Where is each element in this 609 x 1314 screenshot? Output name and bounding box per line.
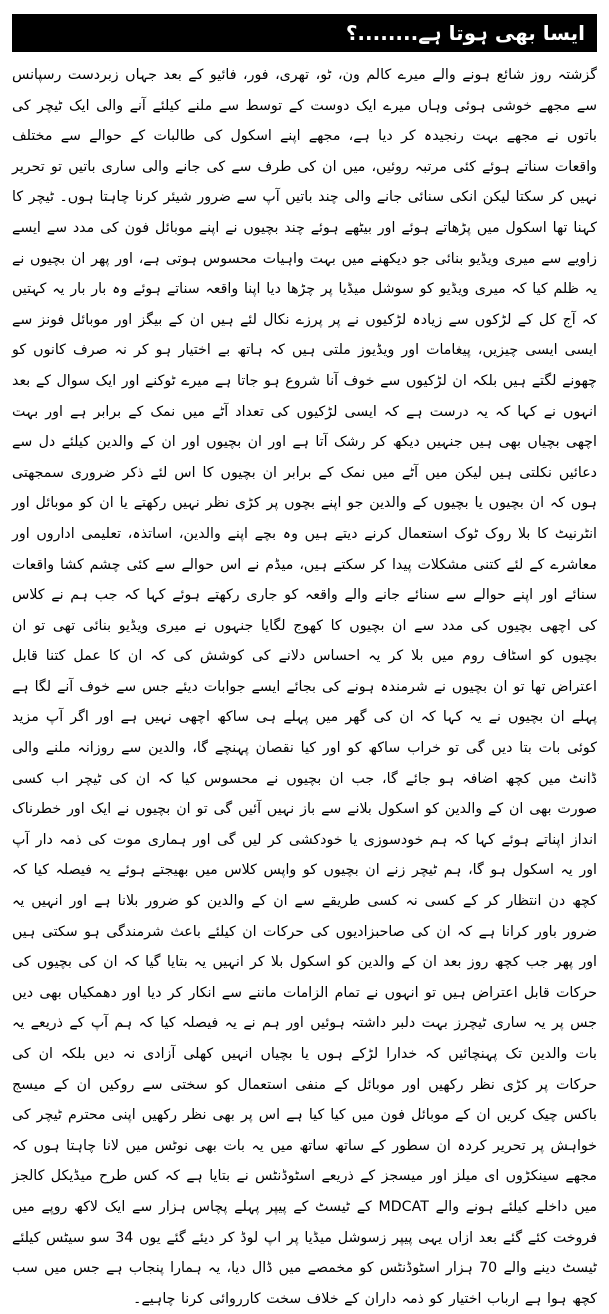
title-bar: [12, 14, 597, 52]
article-title: ایسا بھی ہوتا ہے........؟: [345, 21, 585, 45]
article-paragraph: گزشتہ روز شائع ہونے والے میرے کالم ون، ٹو، تھری، فور، فائیو کے بعد جہاں زبردست رسپانس سے مجھے خوشی ہوئی وہاں میرے ایک دوست کے توسط سے ملنے کیلئے آنے والی ایک ٹیچر کی باتوں نے مجھے بہت رنجیدہ کر دیا ہے، مجھے اپنے اسکول کی طالبات کے حوالے سے مختلف واقعات سناتے ہوئے کئی مرتبہ روئیں، میں ان کی طرف سے کی جانے والی ساری باتیں تو تحریر نہیں کر سکتا لیکن انکی سنائی جانے والی چند باتیں آپ سے ضرور شیئر کرنا چاہتا ہوں۔ ٹیچر کا کہنا تھا اسکول میں پڑھاتے ہوئے اور بیٹھے ہوئے چند بچیوں نے اپنے موبائل فون کی مدد سے ایسے زاویے سے میری ویڈیو بنائی جو دیکھنے میں بہت واہیات محسوس ہوتی ہے، اور پھر ان بچیوں نے یہ ظلم کیا کہ میری ویڈیو کو سوشل میڈیا پر چڑھا دیا اپنا واقعہ سناتے ہوئے وہ بار بار یہ کہتیں کہ آج کل کے لڑکوں سے زیادہ لڑکیوں نے پر پرزے نکال لئے ہیں ان کے بیگز اور موبائل فونز سے ایسی ایسی چیزیں، پیغامات اور ویڈیوز ملتی ہیں کہ ہاتھ بے اختیار ہو کر نہ صرف کانوں کو چھونے لگتے ہیں بلکہ ان لڑکیوں سے خوف آنا شروع ہو جاتا ہے میرے ٹوکنے اور ایک سوال کے بعد انہوں نے کہا کہ یہ درست ہے کہ ایسی لڑکیوں کی تعداد آٹے میں نمک کے برابر ہے اور بہت اچھی بچیاں بھی ہیں جنہیں دیکھ کر رشک آتا ہے اور ان بچیوں اور ان کے والدین کیلئے دل سے دعائیں نکلتی ہیں لیکن میں آٹے میں نمک کے برابر ان بچیوں کا اس لئے ذکر ضروری سمجھتی ہوں کہ ان بچیوں یا بچیوں کے والدین جو اپنے بچوں پر کڑی نظر نہیں رکھتے یا ان کو موبائل اور انٹرنیٹ کا بلا روک ٹوک استعمال کرنے دیتے ہیں وہ بچے اپنے والدین، اساتذہ، تعلیمی اداروں اور معاشرے کے لئے کتنی مشکلات پیدا کر سکتے ہیں، میڈم نے اس حوالے سے کئی چشم کشا واقعات سنائے اور اپنے حوالے سے سنائے جانے والے واقعہ کو جاری رکھتے ہوئے کہا کہ جب ہم نے کلاس کی اچھی بچیوں کی مدد سے ان بچیوں کا کھوج لگایا جنہوں نے میری ویڈیو بنائی تھی تو ان بچیوں کو اسٹاف روم میں بلا کر یہ احساس دلانے کی کوشش کی کہ ان کا عمل کتنا قابل اعتراض تھا تو ان بچیوں نے شرمندہ ہونے کی بجائے ایسے جوابات دیئے جس سے خوف آنے لگا ہے پہلے ان بچیوں نے یہ کہا کہ ان کی گھر میں پہلے ہی ساکھ اچھی نہیں ہے اور اگر آپ مزید کوئی بات بتا دیں گی تو خراب ساکھ کو اور کیا نقصان پہنچے گا، والدین سے روزانہ ملنے والی ڈانٹ میں کچھ اضافہ ہو جائے گا، جب ان بچیوں نے محسوس کیا کہ ان کی ٹیچر اب کسی صورت بھی ان کے والدین کو اسکول بلانے سے باز نہیں آئیں گی تو ان بچیوں نے ایک اور خطرناک انداز اپناتے ہوئے کہا کہ ہم خودسوزی یا خودکشی کر لیں گی اور ہماری موت کی ذمہ دار آپ اور یہ اسکول ہو گا، ہم ٹیچر زنے ان بچیوں کو واپس کلاس میں بھیجتے ہوئے یہ فیصلہ کیا کہ کچھ دن انتظار کر کے کسی نہ کسی طریقے سے ان کے والدین کو ضرور بلانا ہے اور انہیں یہ ضرور باور کرانا ہے کہ ان کی صاحبزادیوں کی حرکات ان کیلئے باعث شرمندگی ہو سکتی ہیں اور پھر جب کچھ روز بعد ان کے والدین کو اسکول بلا کر انہیں یہ بتایا گیا کہ ان کی بچیوں کی حرکات قابل اعتراض ہیں تو انہوں نے تمام الزامات ماننے سے انکار کر دیا اور دھمکیاں بھی دیں جس پر یہ ساری ٹیچرز بہت دلبر داشتہ ہوئیں اور ہم نے یہ فیصلہ کیا کہ ہم آپ کے ذریعے یہ بات والدین تک پہنچائیں کہ خدارا لڑکے ہوں یا بچیاں انہیں کھلی آزادی نہ دیں بلکہ ان کی حرکات پر کڑی نظر رکھیں اور موبائل کے منفی استعمال کو سختی سے روکیں ان کے میسج باکس چیک کریں ان کے موبائل فون میں کیا کیا ہے اس پر بھی نظر رکھیں اپنی محترم ٹیچر کی خواہش پر تحریر کردہ ان سطور کے ساتھ ساتھ میں یہ بات بھی نوٹس میں لانا چاہتا ہوں کہ مجھے سینکڑوں ای میلز اور میسجز کے ذریعے اسٹوڈنٹس نے بتایا ہے کہ کس طرح میڈیکل کالجز میں داخلے کیلئے ہونے والے MDCAT کے ٹیسٹ کے پیپر پہلے پچاس ہزار سے ایک لاکھ روپے میں فروخت کئے گئے بعد ازاں یہی پیپر زسوشل میڈیا پر اپ لوڈ کر دیئے گئے یوں 34 سو سیٹس کیلئے ٹیسٹ دینے والے 70 ہزار اسٹوڈنٹس کو مخمصے میں ڈال دیا، یہ ہمارا پنجاب ہے جس میں سب کچھ ہوا ہے ارباب اختیار کو ذمہ داران کے خلاف سخت کارروائی کرنا چاہیے۔: [12, 67, 597, 1307]
article-body: [12, 60, 597, 1314]
